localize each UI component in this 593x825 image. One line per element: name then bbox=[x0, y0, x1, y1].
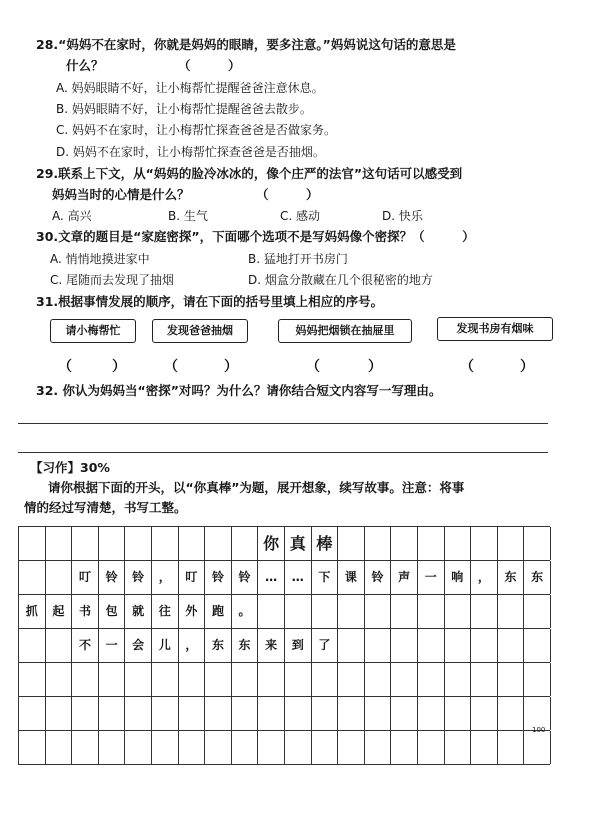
grid-cell[interactable] bbox=[232, 731, 259, 764]
q28-answer-blank[interactable]: （ ） bbox=[178, 58, 241, 73]
grid-cell[interactable] bbox=[46, 561, 73, 594]
grid-cell[interactable] bbox=[125, 663, 152, 696]
grid-cell[interactable] bbox=[285, 663, 312, 696]
grid-cell[interactable]: 东 bbox=[498, 561, 525, 594]
grid-cell[interactable] bbox=[125, 731, 152, 764]
q28-stem-line1: 28.“妈妈不在家时，你就是妈妈的眼睛，要多注意。”妈妈说这句话的意思是 bbox=[36, 37, 456, 52]
q28-option-b: B. 妈妈眼睛不好，让小梅帮忙提醒爸爸去散步。 bbox=[56, 102, 312, 116]
grid-cell[interactable] bbox=[179, 527, 206, 560]
grid-cell[interactable] bbox=[258, 595, 285, 628]
grid-cell[interactable] bbox=[471, 527, 498, 560]
grid-cell[interactable] bbox=[232, 527, 259, 560]
grid-cell[interactable] bbox=[72, 527, 99, 560]
grid-cell[interactable] bbox=[365, 697, 392, 730]
grid-cell[interactable]: ， bbox=[471, 561, 498, 594]
grid-cell[interactable] bbox=[471, 663, 498, 696]
grid-cell[interactable]: 外 bbox=[179, 595, 206, 628]
grid-row bbox=[18, 560, 550, 594]
grid-cell[interactable] bbox=[471, 595, 498, 628]
q29-stem-line1: 29.联系上下文，从“妈妈的脸冷冰冰的，像个庄严的法官”这句话可以感受到 bbox=[36, 166, 463, 181]
grid-cell[interactable]: 东 bbox=[205, 629, 232, 662]
q31-event-box-2: 发现爸爸抽烟 bbox=[152, 319, 248, 343]
grid-cell[interactable]: 下 bbox=[312, 561, 339, 594]
grid-row bbox=[18, 696, 550, 730]
grid-cell[interactable] bbox=[205, 697, 232, 730]
grid-cell[interactable] bbox=[338, 697, 365, 730]
grid-cell[interactable] bbox=[498, 595, 525, 628]
q31-bracket-1-left[interactable]: （ bbox=[58, 359, 72, 375]
grid-cell[interactable] bbox=[418, 663, 445, 696]
grid-cell[interactable]: 了 bbox=[312, 629, 339, 662]
grid-cell[interactable] bbox=[232, 663, 259, 696]
q28-option-a: A. 妈妈眼睛不好，让小梅帮忙提醒爸爸注意休息。 bbox=[56, 81, 324, 95]
grid-cell[interactable] bbox=[445, 731, 472, 764]
grid-cell[interactable]: … bbox=[285, 561, 312, 594]
grid-cell[interactable]: ， bbox=[179, 629, 206, 662]
grid-cell[interactable] bbox=[152, 663, 179, 696]
grid-cell[interactable]: 棒 bbox=[312, 527, 339, 560]
q30-stem: 30.文章的题目是“家庭密探”，下面哪个选项不是写妈妈像个密探？（ ） bbox=[36, 229, 475, 244]
grid-cell[interactable] bbox=[365, 731, 392, 764]
grid-cell[interactable]: 书 bbox=[72, 595, 99, 628]
q31-bracket-3-left[interactable]: （ bbox=[306, 359, 320, 375]
grid-cell[interactable] bbox=[258, 731, 285, 764]
grid-cell[interactable] bbox=[524, 527, 551, 560]
grid-row bbox=[18, 730, 550, 765]
grid-cell[interactable] bbox=[46, 629, 73, 662]
grid-cell[interactable]: 铃 bbox=[232, 561, 259, 594]
grid-cell[interactable] bbox=[365, 663, 392, 696]
grid-cell[interactable] bbox=[391, 527, 418, 560]
q31-bracket-4-right: ） bbox=[520, 359, 534, 375]
q28-stem-line2: 什么？ bbox=[66, 58, 104, 73]
grid-cell[interactable]: 课 bbox=[338, 561, 365, 594]
q30-option-b: B. 猛地打开书房门 bbox=[248, 252, 348, 266]
grid-cell[interactable] bbox=[524, 663, 551, 696]
grid-cell[interactable] bbox=[312, 663, 339, 696]
writing-prompt-line1: 请你根据下面的开头，以“你真棒”为题，展开想象，续写故事。注意：将事 bbox=[48, 480, 465, 495]
q28-option-c: C. 妈妈不在家时，让小梅帮忙探查爸爸是否做家务。 bbox=[56, 123, 337, 137]
grid-cell[interactable]: 铃 bbox=[125, 561, 152, 594]
grid-cell[interactable] bbox=[46, 731, 73, 764]
grid-cell[interactable] bbox=[19, 629, 46, 662]
grid-cell[interactable] bbox=[312, 697, 339, 730]
grid-cell[interactable] bbox=[99, 663, 126, 696]
grid-cell[interactable]: 一 bbox=[99, 629, 126, 662]
grid-cell[interactable] bbox=[152, 731, 179, 764]
grid-cell[interactable] bbox=[205, 731, 232, 764]
grid-cell[interactable] bbox=[258, 697, 285, 730]
grid-cell[interactable] bbox=[285, 595, 312, 628]
grid-cell[interactable]: 来 bbox=[258, 629, 285, 662]
grid-cell[interactable] bbox=[232, 697, 259, 730]
grid-cell[interactable]: 不 bbox=[72, 629, 99, 662]
q28-option-d: D. 妈妈不在家时，让小梅帮忙探查爸爸是否抽烟。 bbox=[56, 145, 325, 159]
grid-cell[interactable]: 铃 bbox=[205, 561, 232, 594]
q29-option-b: B. 生气 bbox=[168, 209, 208, 223]
grid-cell[interactable]: 。 bbox=[232, 595, 259, 628]
grid-cell[interactable] bbox=[445, 595, 472, 628]
writing-grid[interactable] bbox=[18, 526, 550, 760]
grid-cell[interactable] bbox=[285, 731, 312, 764]
grid-row bbox=[18, 628, 550, 662]
grid-cell[interactable]: 就 bbox=[125, 595, 152, 628]
grid-cell[interactable]: 往 bbox=[152, 595, 179, 628]
grid-cell[interactable]: ， bbox=[152, 561, 179, 594]
grid-cell[interactable] bbox=[471, 731, 498, 764]
q32-answer-line-2[interactable] bbox=[18, 452, 548, 453]
q30-option-a: A. 悄悄地摸进家中 bbox=[50, 252, 150, 266]
grid-cell[interactable]: 儿 bbox=[152, 629, 179, 662]
grid-cell[interactable] bbox=[19, 731, 46, 764]
writing-header: 【习作】30% bbox=[30, 460, 110, 475]
grid-cell[interactable]: 你 bbox=[258, 527, 285, 560]
grid-cell[interactable]: 到 bbox=[285, 629, 312, 662]
grid-cell[interactable] bbox=[19, 697, 46, 730]
q29-option-d: D. 快乐 bbox=[382, 209, 423, 223]
grid-cell[interactable]: 铃 bbox=[99, 561, 126, 594]
grid-cell[interactable] bbox=[152, 697, 179, 730]
grid-cell[interactable] bbox=[445, 697, 472, 730]
grid-cell[interactable] bbox=[524, 731, 551, 764]
grid-cell[interactable] bbox=[471, 629, 498, 662]
grid-cell[interactable] bbox=[258, 663, 285, 696]
grid-cell[interactable] bbox=[445, 527, 472, 560]
word-count-mark: 100 bbox=[532, 726, 546, 734]
q29-answer-blank[interactable]: （ ） bbox=[256, 187, 319, 202]
writing-prompt-line2: 情的经过写清楚，书写工整。 bbox=[24, 500, 187, 515]
q29-stem-line2: 妈妈当时的心情是什么？ bbox=[52, 187, 190, 202]
grid-cell[interactable] bbox=[498, 527, 525, 560]
grid-cell[interactable] bbox=[445, 663, 472, 696]
grid-cell[interactable] bbox=[391, 595, 418, 628]
grid-cell[interactable] bbox=[418, 527, 445, 560]
grid-cell[interactable] bbox=[391, 629, 418, 662]
grid-cell[interactable] bbox=[524, 629, 551, 662]
grid-cell[interactable] bbox=[418, 595, 445, 628]
grid-cell[interactable]: 一 bbox=[418, 561, 445, 594]
grid-cell[interactable] bbox=[99, 697, 126, 730]
q31-bracket-1-right: ） bbox=[112, 359, 126, 375]
grid-cell[interactable] bbox=[285, 697, 312, 730]
grid-cell[interactable]: 声 bbox=[391, 561, 418, 594]
q31-bracket-2-left[interactable]: （ bbox=[164, 359, 178, 375]
grid-cell[interactable]: 叮 bbox=[179, 561, 206, 594]
q30-option-c: C. 尾随而去发现了抽烟 bbox=[50, 273, 175, 287]
grid-cell[interactable] bbox=[338, 663, 365, 696]
grid-cell[interactable] bbox=[471, 697, 498, 730]
q31-bracket-4-left[interactable]: （ bbox=[460, 359, 474, 375]
grid-cell[interactable]: 叮 bbox=[72, 561, 99, 594]
grid-cell[interactable]: 会 bbox=[125, 629, 152, 662]
grid-cell[interactable] bbox=[498, 663, 525, 696]
grid-row bbox=[18, 526, 550, 560]
grid-cell[interactable] bbox=[72, 663, 99, 696]
grid-cell[interactable] bbox=[391, 731, 418, 764]
grid-cell[interactable] bbox=[391, 697, 418, 730]
grid-cell[interactable] bbox=[391, 663, 418, 696]
q31-event-box-4: 发现书房有烟味 bbox=[437, 317, 553, 341]
grid-cell[interactable] bbox=[418, 731, 445, 764]
grid-cell[interactable] bbox=[99, 731, 126, 764]
grid-cell[interactable] bbox=[72, 731, 99, 764]
grid-cell[interactable] bbox=[19, 561, 46, 594]
grid-cell[interactable] bbox=[46, 697, 73, 730]
grid-cell[interactable] bbox=[205, 527, 232, 560]
grid-cell[interactable] bbox=[19, 527, 46, 560]
grid-cell[interactable] bbox=[152, 527, 179, 560]
q31-event-box-1: 请小梅帮忙 bbox=[50, 319, 136, 343]
grid-cell[interactable]: 起 bbox=[46, 595, 73, 628]
grid-row bbox=[18, 594, 550, 628]
grid-cell[interactable] bbox=[19, 663, 46, 696]
grid-cell[interactable] bbox=[72, 697, 99, 730]
q31-bracket-2-right: ） bbox=[224, 359, 238, 375]
q31-bracket-3-right: ） bbox=[368, 359, 382, 375]
grid-cell[interactable]: 抓 bbox=[19, 595, 46, 628]
grid-cell[interactable]: 东 bbox=[232, 629, 259, 662]
grid-cell[interactable] bbox=[418, 629, 445, 662]
grid-cell[interactable] bbox=[365, 595, 392, 628]
grid-cell[interactable] bbox=[46, 663, 73, 696]
grid-cell[interactable] bbox=[312, 731, 339, 764]
grid-cell[interactable] bbox=[46, 527, 73, 560]
grid-cell[interactable]: 真 bbox=[285, 527, 312, 560]
q32-answer-line-1[interactable] bbox=[18, 423, 548, 424]
grid-cell[interactable]: … bbox=[258, 561, 285, 594]
q31-stem: 31.根据事情发展的顺序，请在下面的括号里填上相应的序号。 bbox=[36, 294, 384, 309]
grid-cell[interactable] bbox=[125, 527, 152, 560]
grid-cell[interactable] bbox=[179, 731, 206, 764]
grid-cell[interactable] bbox=[179, 663, 206, 696]
grid-cell[interactable] bbox=[365, 629, 392, 662]
q30-option-d: D. 烟盒分散藏在几个很秘密的地方 bbox=[248, 273, 433, 287]
grid-cell[interactable] bbox=[365, 527, 392, 560]
grid-cell[interactable]: 响 bbox=[445, 561, 472, 594]
q29-option-a: A. 高兴 bbox=[52, 209, 92, 223]
q32-stem: 32. 你认为妈妈当“密探”对吗？为什么？请你结合短文内容写一写理由。 bbox=[36, 383, 442, 398]
grid-cell[interactable]: 跑 bbox=[205, 595, 232, 628]
grid-cell[interactable]: 包 bbox=[99, 595, 126, 628]
grid-cell[interactable] bbox=[179, 697, 206, 730]
grid-cell[interactable] bbox=[524, 595, 551, 628]
grid-cell[interactable] bbox=[498, 697, 525, 730]
grid-row bbox=[18, 662, 550, 696]
grid-cell[interactable] bbox=[445, 629, 472, 662]
grid-cell[interactable] bbox=[125, 697, 152, 730]
grid-cell[interactable] bbox=[338, 527, 365, 560]
q31-event-box-3: 妈妈把烟锁在抽屉里 bbox=[278, 319, 412, 343]
grid-cell[interactable] bbox=[312, 595, 339, 628]
grid-cell[interactable] bbox=[418, 697, 445, 730]
grid-cell[interactable]: 铃 bbox=[365, 561, 392, 594]
grid-cell[interactable]: 东 bbox=[524, 561, 551, 594]
grid-cell[interactable] bbox=[205, 663, 232, 696]
grid-cell[interactable] bbox=[338, 595, 365, 628]
q29-option-c: C. 感动 bbox=[280, 209, 321, 223]
grid-cell[interactable] bbox=[338, 629, 365, 662]
grid-cell[interactable] bbox=[498, 629, 525, 662]
grid-cell[interactable] bbox=[498, 731, 525, 764]
grid-cell[interactable] bbox=[99, 527, 126, 560]
grid-cell[interactable] bbox=[338, 731, 365, 764]
